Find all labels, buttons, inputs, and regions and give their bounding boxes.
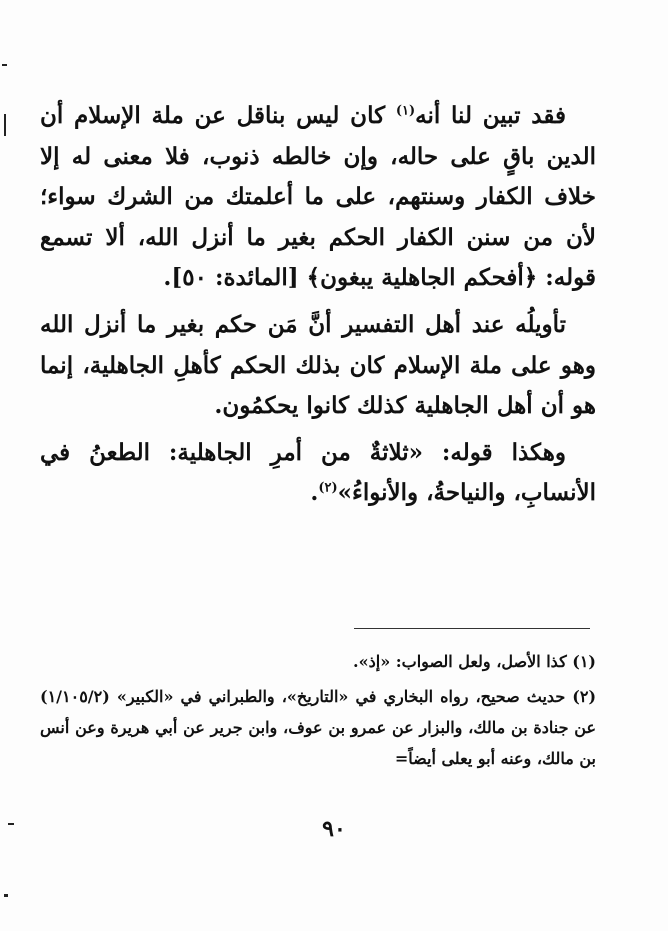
page-number: ٩٠ [322, 816, 346, 842]
paragraph-1-rest: كان ليس بناقل عن ملة الإسلام أن الدين باقٍ على حاله، وإن خالطه ذنوب، فلا معنى له إلا خلاف الكفار وسنتهم، على ما أعلمتك من الشرك سواء؛ لأن من سنن الكفار الحكم بغير ما أنزل الله، ألا تسمع قوله: ﴿أفحكم الجاهلية يبغون﴾ [المائدة: ٥٠]. [40, 102, 596, 292]
scan-mark [4, 114, 6, 136]
paragraph-2: تأويلُه عند أهل التفسير أنَّ مَن حكم بغير ما أنزل الله وهو على ملة الإسلام كان بذلك الحكم كأهلِ الجاهلية، إنما هو أن أهل الجاهلية كذلك كانوا يحكمُون. [40, 310, 596, 420]
paragraph-3-tail: . [310, 479, 319, 507]
scan-mark [4, 894, 8, 897]
footnote-separator [354, 628, 590, 629]
scan-mark [2, 64, 7, 66]
footnote-1: (١) كذا الأصل، ولعل الصواب: «إذ». [353, 652, 596, 671]
footnote-ref-1: (١) [395, 103, 416, 119]
paragraph-1 [40, 96, 596, 299]
footnote-ref-2: (٢) [318, 480, 338, 496]
footnotes [40, 646, 596, 774]
footnote-2: (٢) حديث صحيح، رواه البخاري في «التاريخ»، والطبراني في «الكبير» (١/١٠٥/٢) عن جنادة بن مالك، والبزار عن عمرو بن عوف، وابن جرير عن أبي هريرة وعن أنس بن مالك، وعنه أبو يعلى أيضاً= [40, 687, 597, 768]
main-text [40, 96, 596, 514]
paragraph-1-start: فقد تبين لنا أنه [415, 102, 566, 129]
paragraph-3 [40, 433, 596, 514]
paragraph-3-text: وهكذا قوله: «ثلاثةٌ من أمرِ الجاهلية: الطعنُ في الأنسابِ، والنياحةُ، والأنواءُ» [40, 438, 596, 507]
